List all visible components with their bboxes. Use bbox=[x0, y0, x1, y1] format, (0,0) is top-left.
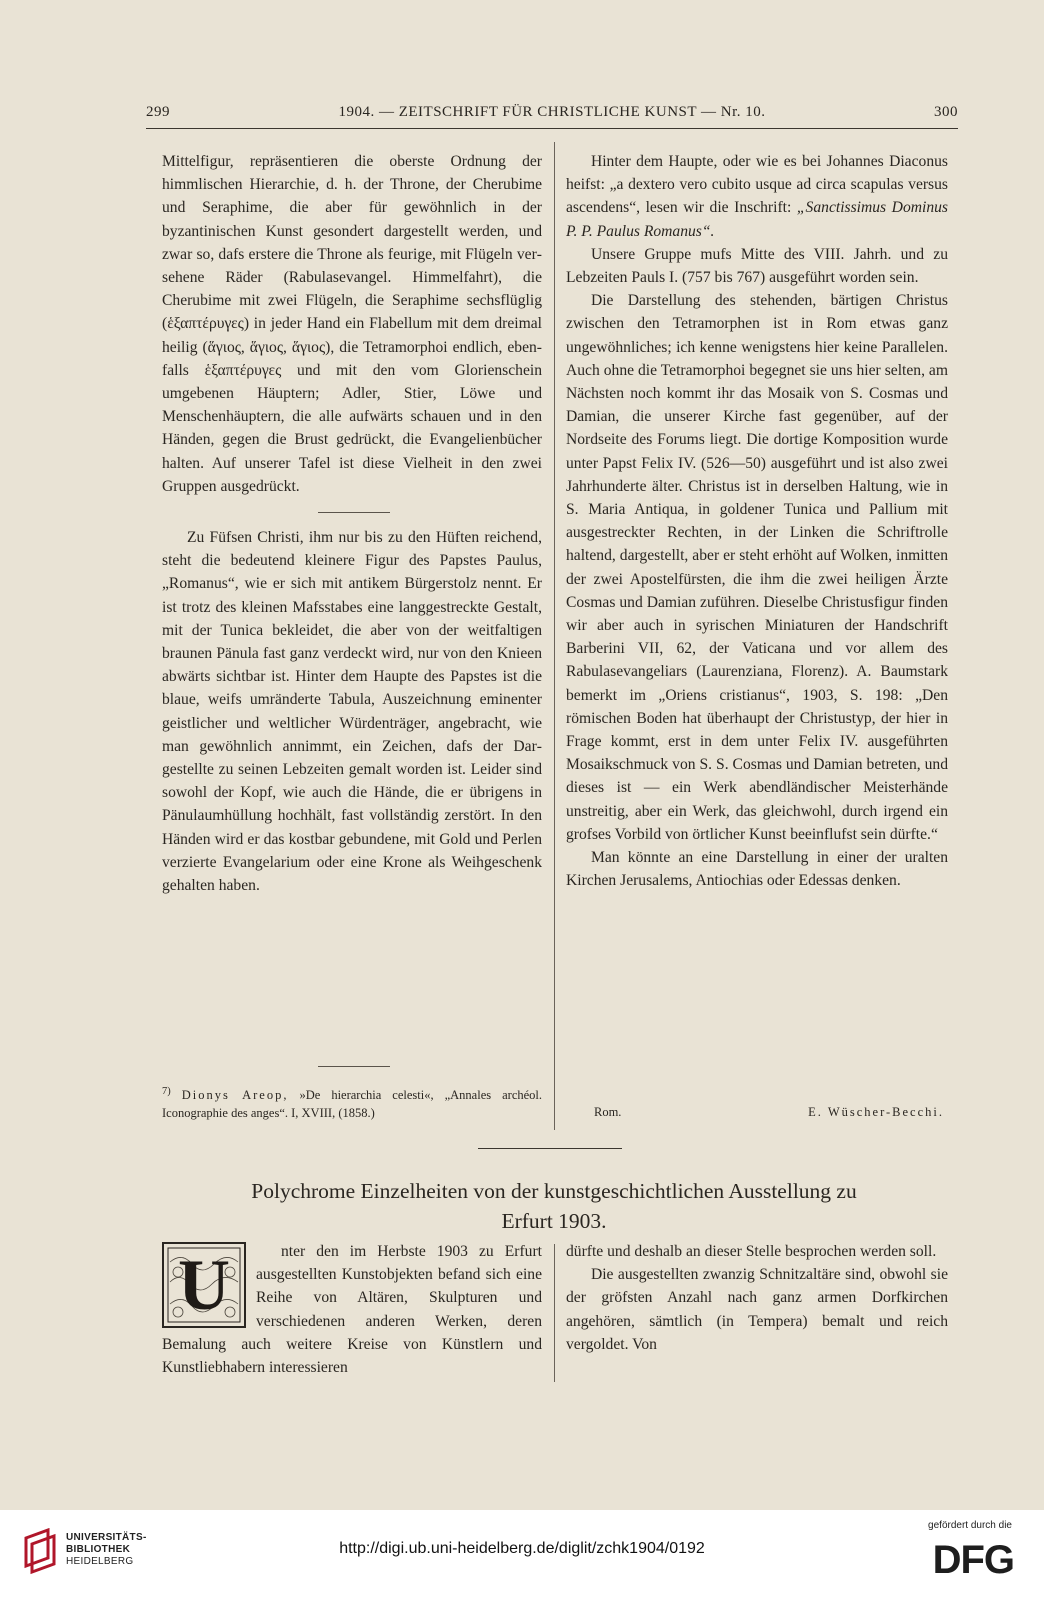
source-url-link[interactable]: http://digi.ub.uni-heidelberg.de/diglit/zchk1904/0192 bbox=[339, 1540, 705, 1557]
section-title-line: Polychrome Einzelheiten von der kunstgeschichtlichen Ausstellung zu bbox=[251, 1179, 857, 1203]
ornamental-initial bbox=[162, 1242, 246, 1328]
footnote-rule bbox=[318, 1066, 390, 1067]
right-column-bottom bbox=[566, 1240, 948, 1356]
section-title bbox=[160, 1176, 948, 1236]
right-column-top bbox=[566, 150, 948, 893]
paragraph-text: Hinter dem Haupte, oder wie es bei Johannes Diaconus heifst: „a dextero vero cubito usque ad circa scapulas versus ascendens“, lesen wir die Inschrift: bbox=[566, 153, 948, 217]
column-divider bbox=[554, 142, 555, 1130]
paragraph: Unsere Gruppe mufs Mitte des VIII. Jahrh. und zu Lebzeiten Pauls I. (757 bis 767) ausgeführt worden sein. bbox=[566, 245, 948, 287]
initial-letter: U bbox=[178, 1245, 230, 1325]
paragraph: Zu Füfsen Christi, ihm nur bis zu den Hüften reichend, steht die bedeutend kleinere Figur des Papstes Paulus, „Romanus“, wie er sich mit antikem Bürgerstolz nennt. Er ist trotz des kleinen Mafsstabes eine langgestreckte Gestalt, mit der Tunica bekleidet, die aber von der weitfaltigen braunen Pänula fast ganz verdeckt wird, nur von den Knieen abwärts sichtbar ist. Hinter dem Haupte des Papstes ist die blaue, weifs umränderte Tabula, Auszeichnung eminenter geistlicher und weltlicher Würdenträger, angebracht, wie man gewöhnlich annimmt, ein Zeichen, dafs der Dargestellte zu seinen Lebzeiten gemalt worden ist. Leider sind sowohl der Kopf, wie auch die Hände, die er übrigens in Pänulaumhüllung hochhält, fast vollständig zerstört. In den Händen wird er das kostbar gebundene, mit Gold und Perlen verzierte Evangelarium oder eine Krone als Weihgeschenk gehalten haben. bbox=[162, 529, 542, 895]
paragraph: dürfte und deshalb an dieser Stelle besprochen werden soll. bbox=[566, 1243, 937, 1260]
section-title-line: Erfurt 1903. bbox=[501, 1209, 607, 1233]
library-name-line: HEIDELBERG bbox=[66, 1556, 134, 1567]
page-number-left: 299 bbox=[146, 104, 170, 120]
header-rule bbox=[146, 128, 958, 129]
funded-by-label: gefördert durch die bbox=[928, 1520, 1012, 1531]
column-divider bbox=[554, 1244, 555, 1382]
section-rule bbox=[478, 1148, 622, 1149]
signature-author: E. Wüscher-Becchi. bbox=[808, 1105, 944, 1119]
left-column-bottom bbox=[162, 1240, 542, 1379]
paragraph: Mittelfigur, repräsentieren die oberste Ordnung der himmlischen Hierarchie, d. h. der Throne, der Cherubime und Seraphime, die aber für gewöhnlich in der byzantinischen Kunst gesondert dargestellt werden, und zwar so, dafs erstere die Throne als feurige, mit Flügeln versehene Räder (Rabulasevangel. Himmelfahrt), die Cherubime mit zwei Flügeln, die Seraphime sechsflüglig (ἑξαπτέρυγες) in jeder Hand ein Flabellum mit dem dreimal heilig (ἅγιος, ἅγιος, ἅγιος), die Tetramorphoi endlich, ebenfalls ἑξαπτέρυγες und mit den vom Glorienschein umgebenen Häuptern; Adler, Stier, Löwe und Menschenhäuptern, die alle aufwärts schauen und in den Händen, gegen die Brust gedrückt, die Evangelienbücher halten. Auf unserer Tafel ist diese Vielheit in den zwei Gruppen ausgedrückt. bbox=[162, 153, 542, 495]
running-title: 1904. — ZEITSCHRIFT FÜR CHRISTLICHE KUNST — Nr. 10. bbox=[338, 104, 766, 120]
footnote-author: Dionys Areop, bbox=[181, 1088, 289, 1103]
paragraph: Man könnte an eine Darstellung in einer der uralten Kirchen Jerusalems, Antiochias oder Edessas denken. bbox=[566, 849, 948, 890]
footnote-text: »De hierarchia celesti«, „Annales archéol. Iconographie des anges“. I, XVIII, (1858.) bbox=[162, 1088, 543, 1121]
library-name-line: BIBLIOTHEK bbox=[66, 1544, 131, 1555]
running-header bbox=[146, 104, 958, 128]
separator-rule bbox=[318, 512, 390, 513]
paragraph: Die ausgestellten zwanzig Schnitzaltäre sind, obwohl sie der gröfsten Anzahl nach ganz armen Dorfkirchen angehören, sämtlich (in Tempera) bemalt und reich vergoldet. Von bbox=[566, 1266, 948, 1353]
page-number-right: 300 bbox=[934, 104, 958, 120]
inscription: „Sanctissimus Dominus P. P. Paulus Romanus“. bbox=[566, 199, 948, 240]
left-column-top bbox=[162, 150, 542, 897]
paragraph-gap bbox=[162, 498, 542, 526]
footer-bar bbox=[0, 1510, 1044, 1598]
paragraph bbox=[566, 150, 948, 243]
signature-place: Rom. bbox=[594, 1105, 622, 1119]
library-name-line: UNIVERSITÄTS- bbox=[66, 1532, 147, 1543]
paragraph: Die Darstellung des stehenden, bärtigen Christus zwischen den Tetramorphen ist in Rom etwas ganz ungewöhnliches; ich kenne wenigstens hier keine Parallelen. Auch ohne die Tetramorphoi begegnet sie uns hier selten, am Nächsten noch kommt ihr das Mosaik von S. Cosmas und Damian, die unserer Kirche fast gegenüber, auf der Nordseite des Forums liegt. Die dortige Komposition wurde unter Papst Felix IV. (526—50) ausgeführt und ist also zwei Jahrhunderte älter. Christus ist in derselben Haltung, wie in S. Maria Antiqua, in goldener Tunica und Pallium mit ausgestreckter Rechten, in der Linken die Schriftrolle haltend, dargestellt, aber er steht erhöht auf Wolken, inmitten der zwei Apostelfürsten, die ihm die zwei heiligen Ärzte Cosmas und Damian zuführen. Dieselbe Christusfigur finden wir aber auch in syrischen Miniaturen der Handschrift Barberini VII, 62, der Vaticana und vor allem des Rabulasevangeliars (Laurenziana, Florenz). A. Baumstark bemerkt im „Oriens cristianus“, 1903, S. 198: „Den römischen Boden hat überhaupt der Christustyp, der hier in Frage kommt, erst in dem unter Felix IV. ausgeführten Mosaikschmuck von S. S. Cosmas und Damian betreten, und dieses ist — ein Werk abendländischer Meisterhände unstreitig, aber ein Werk, das gleichwohl, durch irgend ein grofses Vorbild von örtlicher Kunst beeinflufst sein dürfte.“ bbox=[566, 292, 948, 843]
paragraph: nter den im Herbste 1903 zu Erfurt ausgestellten Kunstobjekten befand sich eine Reihe von Altären, Skulpturen und verschiedenen anderen Werken, deren Bemalung auch weitere Kreise von Künstlern und Kunstliebhabern interessieren bbox=[162, 1243, 542, 1377]
dfg-logo: DFG bbox=[932, 1538, 1014, 1582]
footnote bbox=[162, 1083, 542, 1122]
footnote-number: 7) bbox=[162, 1086, 171, 1097]
